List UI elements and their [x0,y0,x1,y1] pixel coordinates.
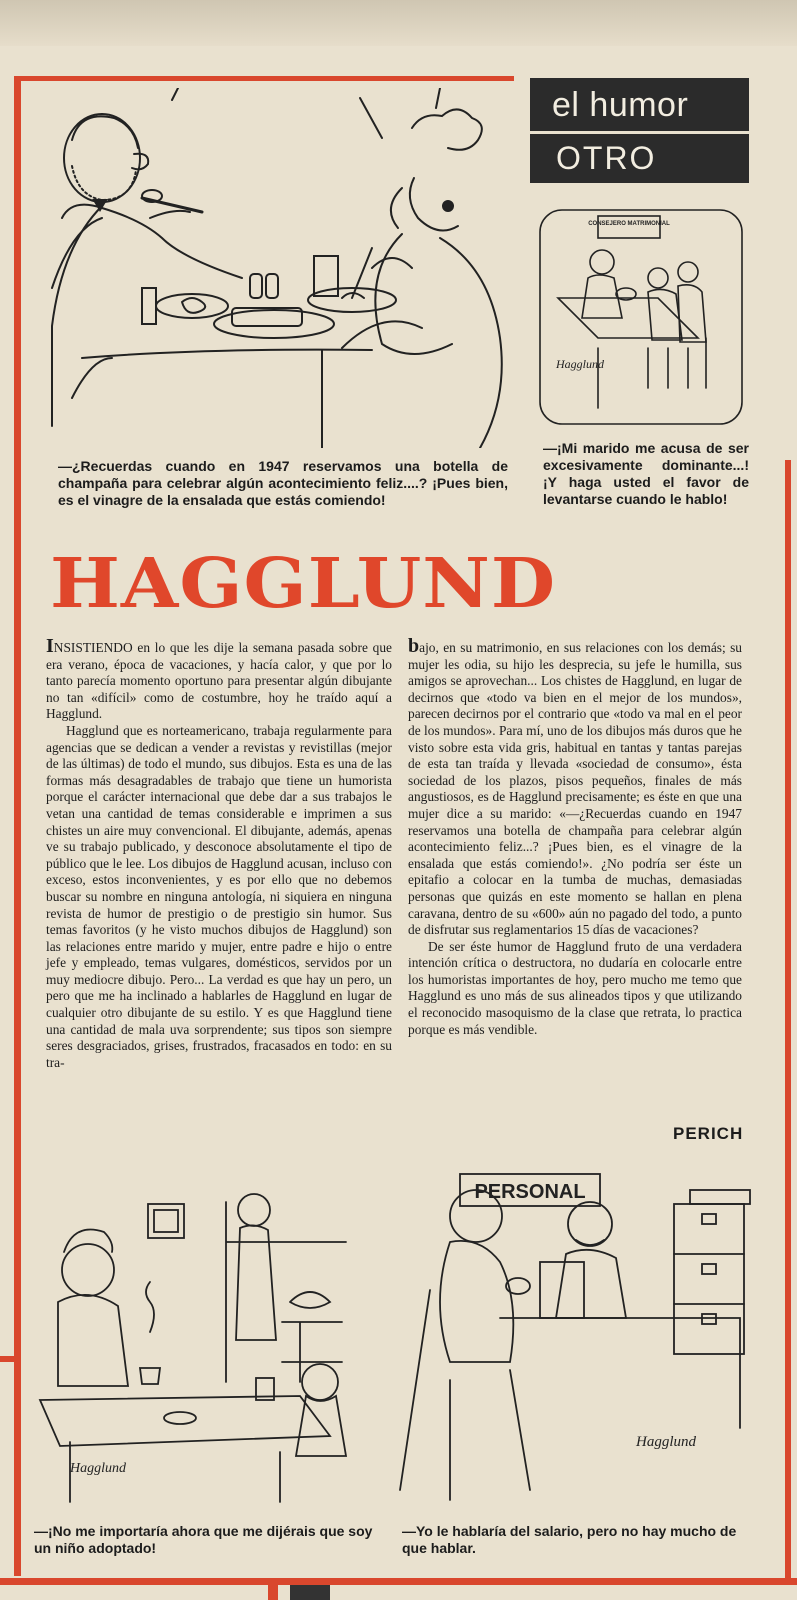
bottom-right-cartoon-signature: Hagglund [636,1434,696,1450]
personnel-sign-text: PERSONAL [474,1181,586,1203]
article-paragraph: bajo, en su matrimonio, en sus relaciones con los demás; su mujer les odia, su hijo les desprecia, su jefe le humilla, sus amigos se aprovechan... Los chistes de Hagglund, en lugar de decirnos que «todo va bien en el mejor de los mundos», parecen decirnos por el contrario que «todo va mal en el peor de los mundos». Para mí, uno de los dibujos más duros que he visto sobre esta vida gris, habitual en tantas y tantas parejas de esta tan traída y llevada «sociedad de consumo», ésta sociedad de los plazos, pisos pequeños, finales de más angustiosos, es de Hagglund precisamente; es éste en que una mujer dice a su marido: «—¿Recuerdas cuando en 1947 reservamos una botella de champaña para celebrar algún acontecimiento feliz...? ¡Pues bien, es el vinagre de la ensalada que estás comiendo!». ¿No podría ser éste un epitafio a colocar en la tumba de muchas, demasiadas personas que quizás en este momento se hallan en plena caravana, dentro de su «600» aún no pagado del todo, a punto de disfrutar sus reglamentarios 15 días de vacaciones? [408,635,742,938]
article-paragraph: Hagglund que es norteamericano, trabaja regularmente para agencias que se dedican a vender a revistas y revistillas (mejor de las últimas) de todo el mundo, sus dibujos. Esta es una de las formas más desagradables de trabajo que tiene un humorista porque el carácter internacional que debe dar a sus trabajos le vetan una cantidad de temas considerable e imprimen a sus chistes un aire muy convencional. El dibujante, además, apenas ve su trabajo publicado, y desconoce absolutamente el tipo de público que le lee. Los dibujos de Hagglund acusan, incluso con exceso, estos inconvenientes, y es por ello que no debemos buscar su nombre en ninguna antología, ni siquiera en ninguna revista de humor de prestigio o de prestigio sin humor. Sus temas favoritos (y he visto muchos dibujos de Hagglund) son las relaciones entre marido y mujer, entre padre e hijo o entre jefe y empleado, temas vulgares, domésticos, servidos por un muy mediocre dibujo. Pero... La verdad es que hay un pero, un pero que me ha inclinado a hablarles de Hagglund en lugar de cualquier otro dibujante de su estilo. Y es que Hagglund tiene una cantidad de mala uva sorprendente; sus tipos son siempre seres desgraciados, grises, frustrados, fracasados en todo: en su tra- [46,722,392,1070]
section-header [530,78,749,183]
red-border-left [14,76,21,1576]
bottom-left-cartoon-signature: Hagglund [70,1461,126,1476]
red-border-bottom [0,1578,797,1585]
article-column-1 [46,635,392,1071]
red-border-top [14,76,514,81]
article-headline: HAGGLUND [50,544,557,624]
section-title-line1: el humor [552,86,689,124]
top-right-cartoon-signature: Hagglund [556,357,604,371]
article-column-2 [408,635,742,1038]
cartoon-marriage-counselor [538,208,744,426]
article-paragraph: INSISTIENDO en lo que les dije la semana pasada sobre que era verano, época de vacaciones, y hacía calor, y que por lo tanto parecía momento oportuno para presentar algún dibujante no tan «difícil» como de costumbre, hoy he traído aquí a Hagglund. [46,635,392,722]
cartoon-dinner-couple [42,88,512,448]
caption-family-kitchen: —¡No me importaría ahora que me dijérais que soy un niño adoptado! [34,1523,373,1556]
article-paragraph: De ser éste humor de Hagglund fruto de una verdadera intención crítica o destructora, no dudaría en colocarle entre los humoristas importantes de hoy, pero mucho me temo que Hagglund es uno más de sus alineados tipos y que utilizando el reconocido masoquismo de la clase que retrata, lo practica porque es más vendible. [408,938,742,1037]
caption-marriage-counselor: —¡Mi marido me acusa de ser excesivamente dominante...! ¡Y haga usted el favor de levantarse cuando le hablo! [543,440,749,507]
section-title-line2: OTRO [556,140,657,176]
caption-personnel-office: —Yo le hablaría del salario, pero no hay mucho de que hablar. [402,1523,737,1556]
cartoon-family-kitchen [30,1182,390,1512]
counselor-sign-text: CONSEJERO MATRIMONIAL [588,221,670,227]
red-border-bottom-left-tick [0,1356,16,1362]
next-page-stub-dark [290,1585,330,1600]
cartoon-personnel-office [390,1170,768,1510]
caption-dinner-couple: —¿Recuerdas cuando en 1947 reservamos una botella de champaña para celebrar algún acontecimiento feliz....? ¡Pues bien, es el vinagre de la ensalada que estás comiendo! [58,458,508,508]
next-page-stub [268,1585,278,1600]
author-signature: PERICH [673,1124,744,1143]
red-border-right [785,460,791,1580]
page-top-shadow [0,0,797,46]
